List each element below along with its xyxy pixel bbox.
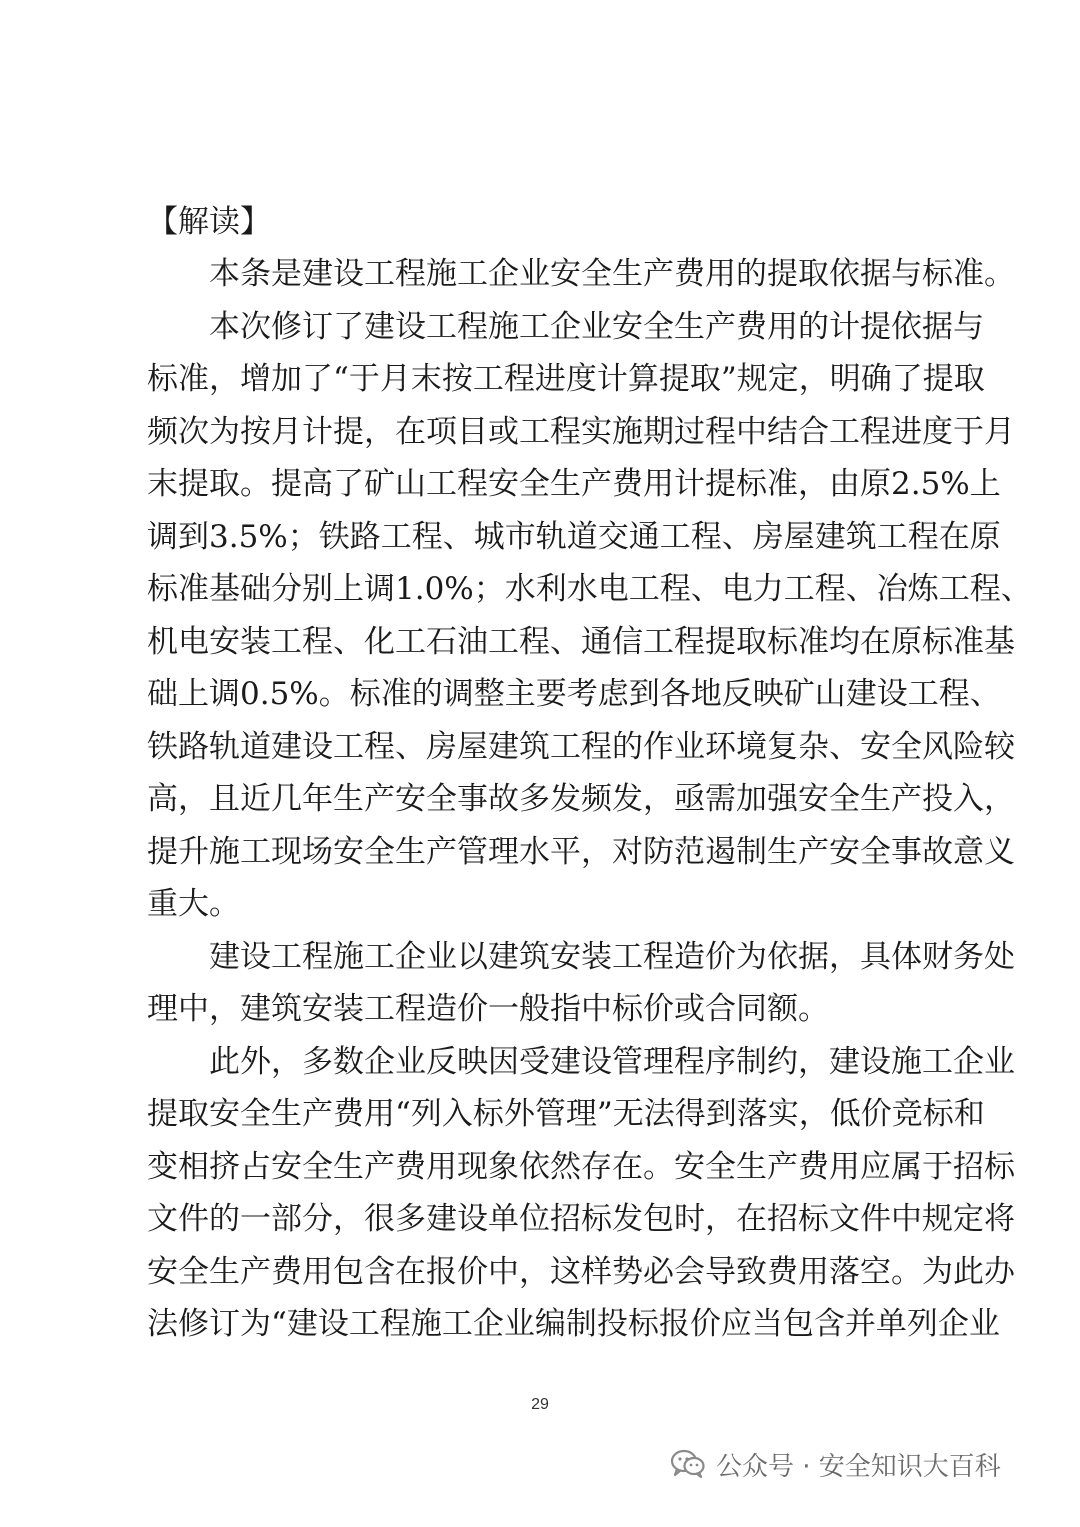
- text-line: 础上调0.5%。标准的调整主要考虑到各地反映矿山建设工程、: [147, 676, 1001, 712]
- text-line: 提取安全生产费用“列入标外管理”无法得到落实，低价竞标和: [147, 1096, 985, 1132]
- text-line: 末提取。提高了矿山工程安全生产费用计提标准，由原2.5%上: [147, 466, 1001, 502]
- text-line: 本条是建设工程施工企业安全生产费用的提取依据与标准。: [209, 256, 1015, 292]
- text-line: 提升施工现场安全生产管理水平，对防范遏制生产安全事故意义: [147, 833, 1015, 870]
- text-line: 调到3.5%；铁路工程、城市轨道交通工程、房屋建筑工程在原: [147, 518, 1001, 555]
- text-line: 变相挤占安全生产费用现象依然存在。安全生产费用应属于招标: [147, 1148, 1015, 1185]
- text-line: 本次修订了建设工程施工企业安全生产费用的计提依据与: [209, 308, 984, 345]
- section-heading: 【解读】: [147, 204, 271, 240]
- text-line: 高，且近几年生产安全事故多发频发，亟需加强安全生产投入，: [147, 781, 1015, 817]
- watermark: [670, 1444, 1001, 1484]
- text-line: 重大。: [147, 886, 240, 922]
- page-number: 29: [531, 1396, 549, 1413]
- text-line: 此外，多数企业反映因受建设管理程序制约，建设施工企业: [209, 1043, 1015, 1080]
- text-line: 机电安装工程、化工石油工程、通信工程提取标准均在原标准基: [147, 623, 1015, 660]
- body-text: [147, 248, 1032, 1351]
- page-content: [147, 196, 1032, 1351]
- text-line: 文件的一部分，很多建设单位招标发包时，在招标文件中规定将: [147, 1201, 1015, 1237]
- watermark-text: 公众号 · 安全知识大百科: [716, 1451, 1001, 1482]
- text-line: 标准，增加了“于月末按工程进度计算提取”规定，明确了提取: [147, 361, 985, 397]
- text-line: 安全生产费用包含在报价中，这样势必会导致费用落空。为此办: [147, 1253, 1015, 1290]
- text-line: 建设工程施工企业以建筑安装工程造价为依据，具体财务处: [209, 938, 1015, 975]
- text-line: 铁路轨道建设工程、房屋建筑工程的作业环境复杂、安全风险较: [147, 728, 1015, 765]
- text-line: 标准基础分别上调1.0%；水利水电工程、电力工程、冶炼工程、: [147, 571, 1032, 607]
- text-line: 法修订为“建设工程施工企业编制投标报价应当包含并单列企业: [147, 1306, 1000, 1342]
- wechat-icon: [670, 1449, 706, 1479]
- text-line: 频次为按月计提，在项目或工程实施期过程中结合工程进度于月: [147, 413, 1015, 450]
- text-line: 理中，建筑安装工程造价一般指中标价或合同额。: [147, 991, 829, 1027]
